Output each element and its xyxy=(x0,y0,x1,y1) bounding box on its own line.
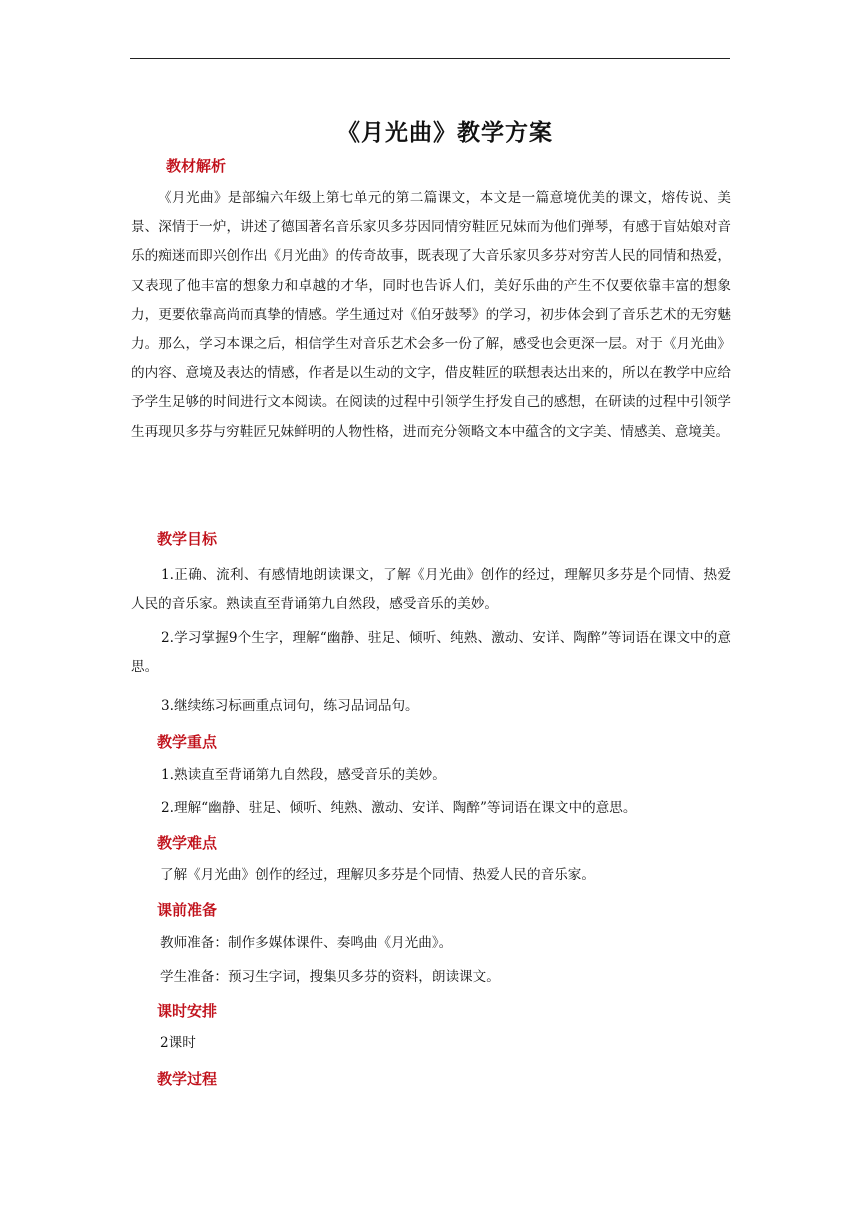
goal-item-3: 3.继续练习标画重点词句，练习品词品句。 xyxy=(161,698,419,714)
heading-key-points: 教学重点 xyxy=(157,733,218,751)
key-point-item-1: 1.熟读直至背诵第九自然段，感受音乐的美妙。 xyxy=(161,767,446,783)
teacher-preparation: 教师准备：制作多媒体课件、奏鸣曲《月光曲》。 xyxy=(160,935,453,951)
heading-analysis: 教材解析 xyxy=(166,157,227,175)
heading-preparation: 课前准备 xyxy=(157,901,218,919)
heading-schedule: 课时安排 xyxy=(157,1002,218,1020)
key-point-item-2: 2.理解“幽静、驻足、倾听、纯熟、激动、安详、陶醉”等词语在课文中的意思。 xyxy=(161,800,637,816)
goal-item-1: 1.正确、流利、有感情地朗读课文，了解《月光曲》创作的经过，理解贝多芬是个同情、热爱人民的音乐家。熟读直至背诵第九自然段，感受音乐的美妙。 xyxy=(131,567,731,612)
schedule-text: 2课时 xyxy=(160,1035,196,1051)
heading-difficulties: 教学难点 xyxy=(157,834,218,852)
heading-goals: 教学目标 xyxy=(157,530,218,548)
difficulties-text: 了解《月光曲》创作的经过，理解贝多芬是个同情、热爱人民的音乐家。 xyxy=(160,867,595,883)
top-divider xyxy=(130,58,730,59)
heading-process: 教学过程 xyxy=(157,1070,218,1088)
analysis-paragraph: 《月光曲》是部编六年级上第七单元的第二篇课文，本文是一篇意境优美的课文，熔传说、美景、深情于一炉，讲述了德国著名音乐家贝多芬因同情穷鞋匠兄妹而为他们弹琴，有感于盲姑娘对音乐的痴迷而即兴创作出《月光曲》的传奇故事，既表现了大音乐家贝多芬对穷苦人民的同情和热爱，又表现了他丰富的想象力和卓越的才华，同时也告诉人们，美好乐曲的产生不仅要依靠丰富的想象力，更要依靠高尚而真挚的情感。学生通过对《伯牙鼓琴》的学习，初步体会到了音乐艺术的无穷魅力。那么，学习本课之后，相信学生对音乐艺术会多一份了解，感受也会更深一层。对于《月光曲》的内容、意境及表达的情感，作者是以生动的文字，借皮鞋匠的联想表达出来的，所以在教学中应给予学生足够的时间进行文本阅读。在阅读的过程中引领学生抒发自己的感想，在研读的过程中引领学生再现贝多芬与穷鞋匠兄妹鲜明的人物性格，进而充分领略文本中蕴含的文字美、情感美、意境美。 xyxy=(131,190,731,440)
goal-item-2: 2.学习掌握9个生字，理解“幽静、驻足、倾听、纯熟、激动、安详、陶醉”等词语在课文中的意思。 xyxy=(131,630,731,675)
student-preparation: 学生准备：预习生字词，搜集贝多芬的资料，朗读课文。 xyxy=(160,969,500,985)
page-title: 《月光曲》教学方案 xyxy=(337,120,553,146)
